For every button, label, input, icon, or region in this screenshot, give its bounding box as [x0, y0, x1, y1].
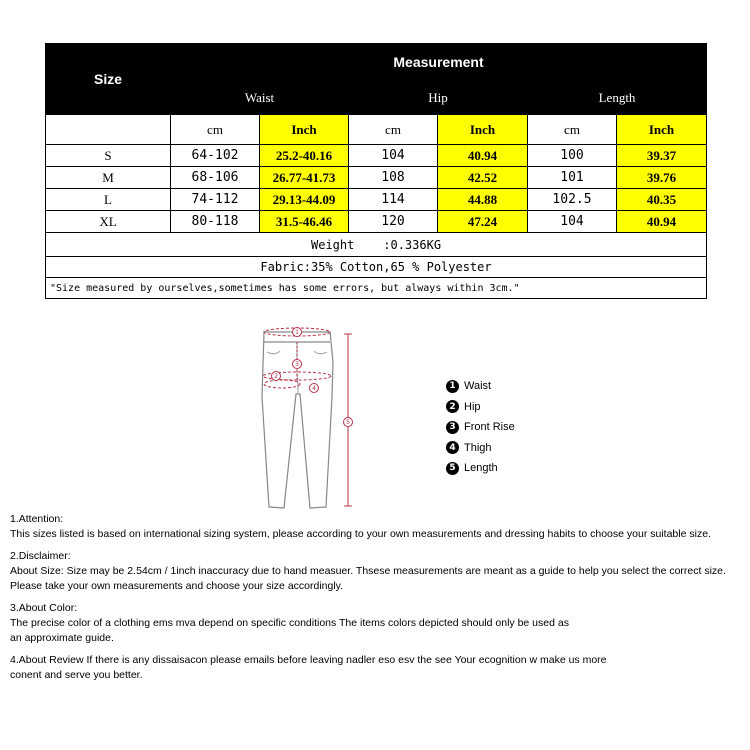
hip-header: Hip [349, 81, 528, 115]
disclaimer-note: "Size measured by ourselves,sometimes has some errors, but always within 3cm." [46, 278, 707, 299]
unit-inch-waist: Inch [260, 115, 349, 145]
legend-label: Front Rise [464, 421, 515, 434]
length-inch: 40.35 [617, 189, 707, 211]
marker-3: 3 [295, 361, 299, 369]
legend-label: Length [464, 462, 498, 475]
hip-cm: 104 [349, 145, 438, 167]
hip-cm: 120 [349, 211, 438, 233]
hip-inch: 47.24 [438, 211, 528, 233]
note-line: About Size: Size may be 2.54cm / 1inch inaccuracy due to hand measuer. Thsese measurements are meant as a guide to help you select the correct size. [10, 565, 726, 577]
note-title: 1.Attention: [10, 513, 64, 525]
measurement-header: Measurement [171, 44, 707, 81]
length-cm: 100 [528, 145, 617, 167]
size-label: L [46, 189, 171, 211]
legend-item [446, 417, 515, 438]
note-block-review [10, 653, 750, 683]
legend-item [446, 397, 515, 418]
hip-inch: 42.52 [438, 167, 528, 189]
length-header: Length [528, 81, 707, 115]
size-label: XL [46, 211, 171, 233]
legend-number: 3 [446, 421, 459, 434]
legend-number: 5 [446, 462, 459, 475]
blank-cell [46, 115, 171, 145]
marker-4: 4 [312, 385, 316, 393]
waist-inch: 25.2-40.16 [260, 145, 349, 167]
hip-inch: 44.88 [438, 189, 528, 211]
note-line: The precise color of a clothing ems mva depend on specific conditions The items colors depicted should only be used as [10, 617, 569, 629]
waist-inch: 31.5-46.46 [260, 211, 349, 233]
note-line: an approximate guide. [10, 632, 114, 644]
hip-cm: 114 [349, 189, 438, 211]
waist-inch: 26.77-41.73 [260, 167, 349, 189]
note-title: 2.Disclaimer: [10, 550, 71, 562]
size-header: Size [46, 44, 171, 115]
legend-label: Hip [464, 400, 481, 413]
unit-cm-length: cm [528, 115, 617, 145]
hip-inch: 40.94 [438, 145, 528, 167]
fabric-row: Fabric:35% Cotton,65 % Polyester [46, 257, 707, 278]
marker-2: 2 [274, 373, 278, 381]
length-inch: 39.37 [617, 145, 707, 167]
waist-cm: 74-112 [171, 189, 260, 211]
marker-1: 1 [295, 329, 299, 337]
unit-inch-hip: Inch [438, 115, 528, 145]
note-line: conent and serve you better. [10, 669, 143, 681]
legend-item [446, 438, 515, 459]
marker-5: 5 [346, 419, 350, 427]
notes-section [10, 512, 750, 690]
legend-label: Thigh [464, 441, 492, 454]
legend-item [446, 458, 515, 479]
note-block-color [10, 601, 750, 646]
table-row [46, 189, 707, 211]
hip-cm: 108 [349, 167, 438, 189]
table-row [46, 167, 707, 189]
note-line: Please take your own measurements and choose your size accordingly. [10, 580, 344, 592]
unit-cm-waist: cm [171, 115, 260, 145]
table-row [46, 211, 707, 233]
note-line: 4.About Review If there is any dissaisacon please emails before leaving nadler eso esv the see Your ecognition w make us more [10, 654, 607, 666]
note-block-attention [10, 512, 750, 542]
legend-item [446, 376, 515, 397]
measurement-legend [446, 376, 515, 479]
waist-cm: 64-102 [171, 145, 260, 167]
unit-cm-hip: cm [349, 115, 438, 145]
length-cm: 102.5 [528, 189, 617, 211]
weight-row: Weight :0.336KG [46, 233, 707, 257]
waist-cm: 68-106 [171, 167, 260, 189]
unit-inch-length: Inch [617, 115, 707, 145]
pants-measurement-figure [250, 322, 370, 514]
size-chart-table [45, 43, 707, 299]
note-line: This sizes listed is based on international sizing system, please according to your own measurements and dressing habits to choose your suitable size. [10, 528, 711, 540]
note-title: 3.About Color: [10, 602, 78, 614]
length-cm: 104 [528, 211, 617, 233]
size-label: M [46, 167, 171, 189]
length-inch: 39.76 [617, 167, 707, 189]
waist-cm: 80-118 [171, 211, 260, 233]
legend-label: Waist [464, 380, 492, 393]
legend-number: 2 [446, 400, 459, 413]
legend-number: 1 [446, 380, 459, 393]
length-inch: 40.94 [617, 211, 707, 233]
waist-inch: 29.13-44.09 [260, 189, 349, 211]
legend-number: 4 [446, 441, 459, 454]
length-cm: 101 [528, 167, 617, 189]
size-label: S [46, 145, 171, 167]
note-block-disclaimer [10, 549, 750, 594]
waist-header: Waist [171, 81, 349, 115]
table-row [46, 145, 707, 167]
